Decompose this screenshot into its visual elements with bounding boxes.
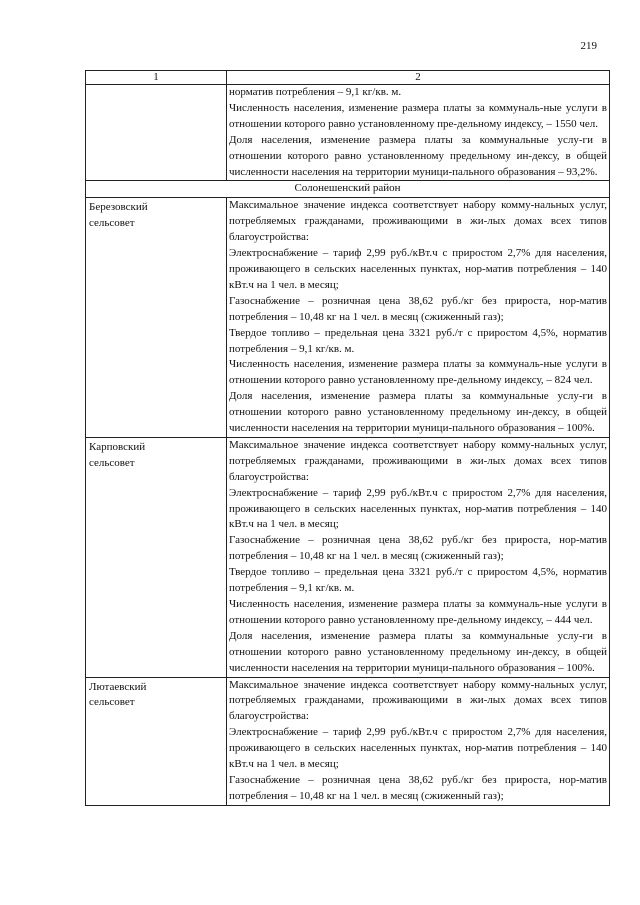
settlement-name-cell	[86, 437, 227, 677]
district-heading: Солонешенский район	[86, 181, 610, 198]
settlement-name-cell	[86, 677, 227, 805]
settlement-type: сельсовет	[89, 456, 135, 469]
settlement-description-cell	[227, 437, 610, 677]
settlement-name: Березовский	[89, 201, 148, 214]
settlement-name: Карповский	[89, 440, 146, 453]
continuation-settlement-cell	[86, 85, 227, 181]
header-row	[86, 71, 610, 85]
settlement-description-cell	[227, 198, 610, 438]
paragraph: Доля населения, изменение размера платы за коммунальные услу-ги в отношении которого равно установленному предельному ин-дексу, в общей численности населения на территории муници-пального образования – 93,2%.	[229, 133, 607, 178]
paragraph: Численность населения, изменение размера платы за коммуналь-ные услуги в отношении которого равно установленному пре-дельному индексу, – 824 чел.	[229, 358, 607, 387]
paragraph: Численность населения, изменение размера платы за коммуналь-ные услуги в отношении которого равно установленному пре-дельному индексу, – 1550 чел.	[229, 101, 607, 130]
paragraph: Электроснабжение – тариф 2,99 руб./кВт.ч с приростом 2,7% для населения, проживающего в сельских населенных пунктах, нор-матив потребления – 140 кВт.ч на 1 чел. в месяц;	[229, 726, 607, 771]
settlement-description-cell	[227, 677, 610, 805]
paragraph: Максимальное значение индекса соответствует набору комму-нальных услуг, потребляемых гражданами, проживающими в жи-лых домах всех типов благоустройства:	[229, 678, 607, 723]
paragraph: Газоснабжение – розничная цена 38,62 руб./кг без прироста, нор-матив потребления – 10,48 кг на 1 чел. в месяц (сжиженный газ);	[229, 773, 607, 802]
paragraph: Газоснабжение – розничная цена 38,62 руб./кг без прироста, нор-матив потребления – 10,48 кг на 1 чел. в месяц (сжиженный газ);	[229, 294, 607, 323]
table-row	[86, 437, 610, 677]
paragraph: Численность населения, изменение размера платы за коммуналь-ные услуги в отношении которого равно установленному пре-дельному индексу, – 444 чел.	[229, 598, 607, 626]
settlement-name: Лютаевский	[89, 680, 147, 693]
district-row	[86, 181, 610, 198]
paragraph: Доля населения, изменение размера платы за коммунальные услу-ги в отношении которого равно установленному предельному ин-дексу, в общей численности населения на территории муници-пального образования – 100%.	[229, 390, 607, 435]
continuation-description-cell	[227, 85, 610, 181]
paragraph: Электроснабжение – тариф 2,99 руб./кВт.ч с приростом 2,7% для населения, проживающего в сельских населенных пунктах, нор-матив потребления – 140 кВт.ч на 1 чел. в месяц;	[229, 247, 607, 291]
settlement-type: сельсовет	[89, 217, 135, 230]
continuation-row	[86, 85, 610, 181]
paragraph: Твердое топливо – предельная цена 3321 руб./т с приростом 4,5%, норматив потребления – 9,1 кг/кв. м.	[229, 566, 607, 595]
paragraph: Максимальное значение индекса соответствует набору комму-нальных услуг, потребляемых гражданами, проживающими в жи-лых домах всех типов благоустройства:	[229, 438, 607, 483]
tariff-table	[85, 70, 610, 806]
column-header-2: 2	[227, 71, 610, 85]
paragraph: Доля населения, изменение размера платы за коммунальные услу-ги в отношении которого равно установленному предельному ин-дексу, в общей численности населения на территории муници-пального образования – 100%.	[229, 629, 607, 674]
settlement-type: сельсовет	[89, 696, 135, 709]
paragraph: Газоснабжение – розничная цена 38,62 руб./кг без прироста, нор-матив потребления – 10,48 кг на 1 чел. в месяц (сжиженный газ);	[229, 534, 607, 563]
paragraph: Электроснабжение – тариф 2,99 руб./кВт.ч с приростом 2,7% для населения, проживающего в сельских населенных пунктах, нор-матив потребления – 140 кВт.ч на 1 чел. в месяц;	[229, 486, 607, 531]
settlement-name-cell	[86, 198, 227, 438]
paragraph: норматив потребления – 9,1 кг/кв. м.	[229, 86, 402, 98]
table-row	[86, 677, 610, 805]
table-row	[86, 198, 610, 438]
paragraph: Максимальное значение индекса соответствует набору комму-нальных услуг, потребляемых гражданами, проживающими в жи-лых домах всех типов благоустройства:	[229, 199, 607, 244]
paragraph: Твердое топливо – предельная цена 3321 руб./т с приростом 4,5%, норматив потребления – 9,1 кг/кв. м.	[229, 326, 607, 355]
page-number: 219	[580, 40, 597, 52]
column-header-1: 1	[86, 71, 227, 85]
